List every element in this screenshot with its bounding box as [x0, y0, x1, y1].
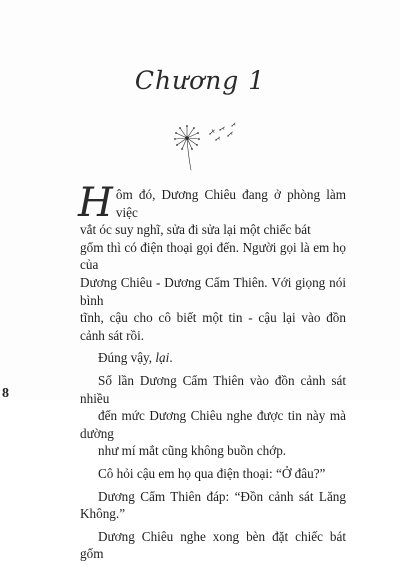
emphasis-text: lại: [155, 350, 170, 366]
paragraph-6: Dương Chiêu nghe xong bèn đặt chiếc bát gốm: [80, 528, 346, 562]
paragraph-line: vắt óc suy nghĩ, sửa đi sửa lại một chiếc bát: [80, 222, 311, 238]
paragraph-1: [78, 180, 346, 344]
paragraph-line: Dương Chiêu - Dương Cẩm Thiên. Với giọng nói bình: [80, 274, 346, 308]
chapter-body: [78, 180, 346, 568]
paragraph-line: như mí mắt cũng không buồn chớp.: [98, 443, 287, 459]
chapter-title: Chương 1: [134, 66, 266, 95]
paragraph-line: gốm thì có điện thoại gọi đến. Người gọi là em họ của: [80, 239, 346, 273]
paragraph-3: [80, 372, 346, 460]
paragraph-2: [80, 349, 346, 367]
dandelion-icon: [170, 120, 242, 172]
paragraph-line: đến mức Dương Chiêu nghe được tin này mà dường: [80, 408, 346, 441]
paragraph-line: Số lần Dương Cẩm Thiên vào đồn cảnh sát nhiều: [80, 372, 346, 406]
paragraph-text: Đúng vậy,: [98, 350, 156, 366]
drop-cap: H: [78, 180, 113, 226]
paragraph-4: Cô hỏi cậu em họ qua điện thoại: “Ở đâu?”: [98, 465, 326, 481]
paragraph-5: Dương Cẩm Thiên đáp: “Đồn cảnh sát Lăng Không.”: [80, 488, 346, 522]
page-number: 8: [2, 386, 9, 401]
paragraph-line: tĩnh, cậu cho cô biết một tin - cậu lại vào đồn cảnh sát rồi.: [80, 310, 346, 343]
paragraph-text: .: [169, 350, 173, 366]
paragraph-line: ôm đó, Dương Chiêu đang ở phòng làm việc: [115, 187, 346, 220]
